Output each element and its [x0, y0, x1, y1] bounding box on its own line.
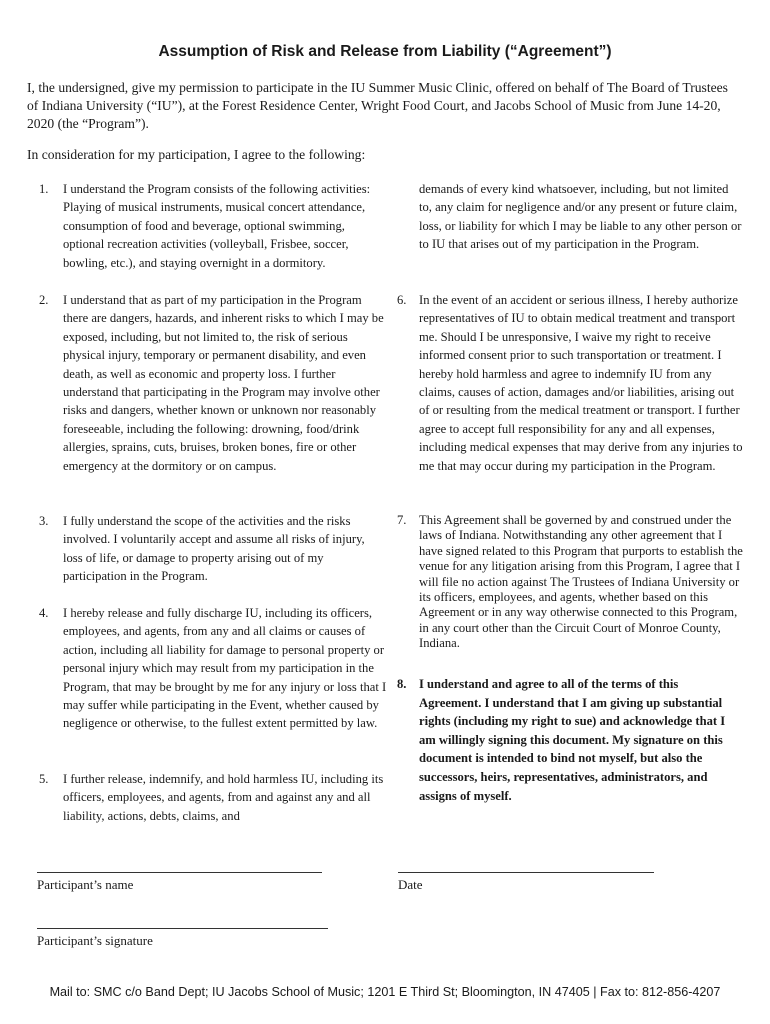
clause-text: I fully understand the scope of the activities and the risks involved. I voluntarily accept and assume all risks of injury, loss of life, or damage to property arising out of my participation in the Program. — [63, 514, 365, 584]
clause-text: I further release, indemnify, and hold harmless IU, including its officers, employees, and agents, from and against any and all liability, actions, debts, claims, and — [63, 772, 384, 823]
clause-text: demands of every kind whatsoever, including, but not limited to, any claim for negligence and/or any present or future claim, loss, or liability for which I may be liable to any other person or to IU that arises out of my participation in the Program. — [419, 182, 742, 252]
clause-number: 7. — [397, 513, 407, 527]
participant-signature-label: Participant’s signature — [37, 933, 153, 948]
clause-text: In the event of an accident or serious illness, I hereby authorize representatives of IU to obtain medical treatment and transport me. Should I be unresponsive, I waive my right to receive informed consent prior to such transportation or treatment. I hereby hold harmless and agree to indemnify IU from any claims, causes of action, damages and/or liabilities, arising out of or resulting from the medical treatment or transport. I further agree to accept full responsibility for any and all expenses, including medical expenses that may derive from any injuries to me that may occur during my participation in the Program. — [419, 293, 743, 473]
clause-4 — [39, 604, 387, 733]
clause-6 — [397, 291, 743, 475]
clause-2 — [39, 291, 387, 475]
clause-number: 5. — [39, 772, 49, 786]
clause-text: I understand that as part of my participation in the Program there are dangers, hazards, and inherent risks to which I may be exposed, including, but not limited to, the risk of serious physical injury, temporary or permanent disability, and even death, as well as economic and property loss. I further understand that participating in the Program may involve other risks and dangers, whether known or unknown nor reasonably foreseeable, including the following: drowning, food/drink allergies, sprains, cuts, bruises, broken bones, fire or other emergency at the dormitory or on campus. — [63, 293, 384, 473]
intro-paragraph: I, the undersigned, give my permission to participate in the IU Summer Music Clinic, offered on behalf of The Board of Trustees of Indiana University (“IU”), at the Forest Residence Center, Wright Food Court, and Jacobs School of Music from June 14-20, 2020 (the “Program”). — [27, 80, 728, 131]
clause-number: 8. — [397, 677, 407, 691]
clause-number: 4. — [39, 606, 49, 620]
date-line[interactable] — [398, 872, 654, 873]
participant-name-line[interactable] — [37, 872, 322, 873]
clause-text: I understand the Program consists of the following activities: Playing of musical instruments, musical concert attendance, consumption of food and beverage, optional swimming, optional recreation activities (volleyball, Frisbee, soccer, bowling, etc.), and staying overnight in a dormitory. — [63, 182, 371, 270]
consideration-paragraph: In consideration for my participation, I agree to the following: — [27, 147, 366, 162]
clause-5-continued — [397, 180, 743, 254]
participant-name-label: Participant’s name — [37, 877, 134, 892]
clause-1 — [39, 180, 387, 272]
document-title: Assumption of Risk and Release from Liability (“Agreement”) — [158, 43, 612, 60]
clause-number: 1. — [39, 182, 49, 196]
clause-number: 2. — [39, 293, 49, 307]
clause-number: 6. — [397, 293, 407, 307]
clause-number: 3. — [39, 514, 49, 528]
participant-signature-line[interactable] — [37, 928, 328, 929]
date-label: Date — [398, 877, 423, 892]
clause-text: I hereby release and fully discharge IU, including its officers, employees, and agents, from any and all claims or causes of action, including all liability for damage to personal property or personal injury which may result from my participation in the Program, that may be brought by me for any injury or loss that I may suffer while participating in the Event, whether caused by negligence or otherwise, to the fullest extent permitted by law. — [63, 606, 387, 731]
clause-5 — [39, 770, 387, 825]
clause-3 — [39, 512, 387, 586]
mailing-footer: Mail to: SMC c/o Band Dept; IU Jacobs School of Music; 1201 E Third St; Bloomington, IN 47405 | Fax to: 812-856-4207 — [49, 985, 721, 999]
clause-text: This Agreement shall be governed by and construed under the laws of Indiana. Notwithstanding any other agreement that I have signed related to this Program that purports to establish the venue for any litigation arising from this Program, I agree that I will file no action against The Trustees of Indiana University or its officers, employees, and agents, whether based on this Agreement or in any way otherwise connected to this Program, in any court other than the Circuit Court of Monroe County, Indiana. — [419, 513, 743, 651]
clause-7 — [397, 513, 743, 652]
clause-8 — [397, 675, 743, 805]
clause-text: I understand and agree to all of the terms of this Agreement. I understand that I am giving up substantial rights (including my right to sue) and acknowledge that I am willingly signing this document. My signature on this document is intended to bind not myself, but also the successors, heirs, representatives, administrators, and assigns of myself. — [419, 677, 726, 803]
